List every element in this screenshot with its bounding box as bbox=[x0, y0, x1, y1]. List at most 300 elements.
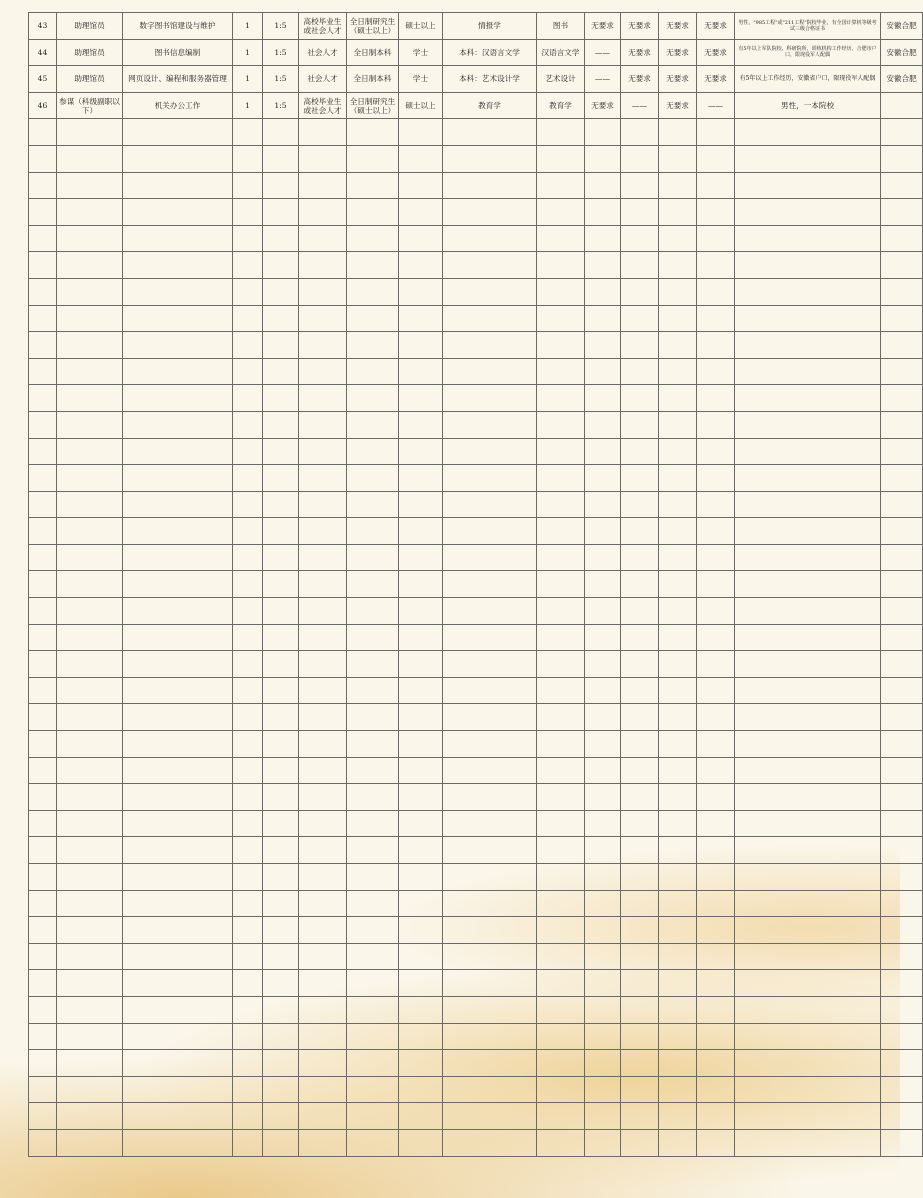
cell-education bbox=[347, 518, 399, 545]
cell-source bbox=[299, 544, 347, 571]
cell-education bbox=[347, 677, 399, 704]
cell-ratio bbox=[263, 199, 299, 226]
cell-exam-subject: 艺术设计 bbox=[537, 66, 585, 93]
cell-exam-subject bbox=[537, 598, 585, 625]
cell-education bbox=[347, 864, 399, 891]
cell-other-conditions bbox=[735, 225, 881, 252]
cell-c13 bbox=[697, 757, 735, 784]
cell-major bbox=[443, 784, 537, 811]
cell-c11 bbox=[621, 784, 659, 811]
cell-location bbox=[881, 1050, 923, 1077]
cell-c10 bbox=[585, 544, 621, 571]
cell-position bbox=[57, 943, 123, 970]
cell-major bbox=[443, 1076, 537, 1103]
table-row bbox=[29, 13, 923, 40]
cell-c12 bbox=[659, 864, 697, 891]
cell-source bbox=[299, 278, 347, 305]
cell-major: 本科：汉语言文学 bbox=[443, 39, 537, 66]
table-row bbox=[29, 837, 923, 864]
cell-position bbox=[57, 837, 123, 864]
cell-exam-subject bbox=[537, 996, 585, 1023]
cell-c10 bbox=[585, 890, 621, 917]
cell-count bbox=[233, 358, 263, 385]
cell-source bbox=[299, 917, 347, 944]
cell-exam-subject: 汉语言文学 bbox=[537, 39, 585, 66]
cell-source bbox=[299, 598, 347, 625]
cell-major bbox=[443, 731, 537, 758]
cell-c10 bbox=[585, 358, 621, 385]
cell-count bbox=[233, 465, 263, 492]
cell-count: 1 bbox=[233, 39, 263, 66]
cell-major bbox=[443, 1023, 537, 1050]
cell-c10 bbox=[585, 651, 621, 678]
cell-position bbox=[57, 119, 123, 146]
cell-row-no bbox=[29, 571, 57, 598]
cell-other-conditions bbox=[735, 624, 881, 651]
cell-position bbox=[57, 544, 123, 571]
cell-job-duty: 网页设计、编程和服务器管理 bbox=[123, 66, 233, 93]
cell-job-duty bbox=[123, 1050, 233, 1077]
cell-c13 bbox=[697, 1129, 735, 1156]
cell-ratio bbox=[263, 810, 299, 837]
cell-degree bbox=[399, 518, 443, 545]
cell-c11 bbox=[621, 651, 659, 678]
cell-degree: 学士 bbox=[399, 39, 443, 66]
cell-ratio bbox=[263, 1129, 299, 1156]
cell-other-conditions bbox=[735, 917, 881, 944]
cell-job-duty bbox=[123, 199, 233, 226]
cell-count bbox=[233, 731, 263, 758]
cell-other-conditions bbox=[735, 704, 881, 731]
cell-other-conditions bbox=[735, 810, 881, 837]
cell-ratio bbox=[263, 890, 299, 917]
cell-position bbox=[57, 225, 123, 252]
cell-major bbox=[443, 252, 537, 279]
cell-c12 bbox=[659, 757, 697, 784]
cell-other-conditions: 男性，"985工程"或"211工程"院校毕业，有全国计算机等级考试三级合格证书 bbox=[735, 13, 881, 40]
cell-exam-subject bbox=[537, 704, 585, 731]
cell-exam-subject: 图书 bbox=[537, 13, 585, 40]
cell-degree bbox=[399, 837, 443, 864]
table-row bbox=[29, 544, 923, 571]
cell-position: 助理馆员 bbox=[57, 13, 123, 40]
recruitment-table bbox=[28, 12, 923, 1157]
cell-degree bbox=[399, 332, 443, 359]
cell-job-duty bbox=[123, 1076, 233, 1103]
cell-exam-subject bbox=[537, 358, 585, 385]
cell-source bbox=[299, 465, 347, 492]
cell-position bbox=[57, 278, 123, 305]
cell-c13 bbox=[697, 225, 735, 252]
cell-degree bbox=[399, 1103, 443, 1130]
cell-other-conditions bbox=[735, 651, 881, 678]
cell-location bbox=[881, 943, 923, 970]
table-row bbox=[29, 385, 923, 412]
cell-exam-subject bbox=[537, 571, 585, 598]
cell-job-duty bbox=[123, 1103, 233, 1130]
cell-c12 bbox=[659, 810, 697, 837]
cell-c12 bbox=[659, 943, 697, 970]
cell-education bbox=[347, 465, 399, 492]
cell-row-no bbox=[29, 677, 57, 704]
cell-job-duty bbox=[123, 677, 233, 704]
cell-c10 bbox=[585, 970, 621, 997]
cell-degree bbox=[399, 305, 443, 332]
table-row bbox=[29, 1129, 923, 1156]
cell-c13 bbox=[697, 677, 735, 704]
cell-major bbox=[443, 1103, 537, 1130]
cell-degree: 学士 bbox=[399, 66, 443, 93]
cell-row-no bbox=[29, 996, 57, 1023]
table-row bbox=[29, 864, 923, 891]
cell-position bbox=[57, 252, 123, 279]
cell-row-no: 45 bbox=[29, 66, 57, 93]
cell-source bbox=[299, 996, 347, 1023]
cell-c10 bbox=[585, 571, 621, 598]
cell-job-duty bbox=[123, 518, 233, 545]
cell-degree bbox=[399, 571, 443, 598]
cell-degree bbox=[399, 1023, 443, 1050]
cell-job-duty bbox=[123, 225, 233, 252]
cell-education bbox=[347, 199, 399, 226]
cell-position bbox=[57, 491, 123, 518]
cell-job-duty bbox=[123, 996, 233, 1023]
cell-c11: 无要求 bbox=[621, 13, 659, 40]
cell-job-duty bbox=[123, 544, 233, 571]
cell-job-duty bbox=[123, 731, 233, 758]
cell-c11 bbox=[621, 1076, 659, 1103]
cell-count bbox=[233, 571, 263, 598]
cell-source bbox=[299, 571, 347, 598]
cell-source bbox=[299, 438, 347, 465]
cell-c11 bbox=[621, 491, 659, 518]
cell-major bbox=[443, 864, 537, 891]
cell-c13 bbox=[697, 864, 735, 891]
cell-degree bbox=[399, 438, 443, 465]
cell-c10 bbox=[585, 411, 621, 438]
cell-education bbox=[347, 598, 399, 625]
cell-major bbox=[443, 385, 537, 412]
cell-source bbox=[299, 837, 347, 864]
cell-row-no bbox=[29, 438, 57, 465]
cell-education bbox=[347, 784, 399, 811]
cell-job-duty bbox=[123, 970, 233, 997]
cell-ratio bbox=[263, 1103, 299, 1130]
cell-job-duty bbox=[123, 172, 233, 199]
cell-major bbox=[443, 677, 537, 704]
table-row bbox=[29, 491, 923, 518]
cell-count bbox=[233, 784, 263, 811]
cell-c12: 无要求 bbox=[659, 92, 697, 119]
cell-location bbox=[881, 598, 923, 625]
cell-c11 bbox=[621, 731, 659, 758]
cell-major bbox=[443, 1050, 537, 1077]
cell-c12 bbox=[659, 1129, 697, 1156]
cell-education bbox=[347, 731, 399, 758]
cell-other-conditions bbox=[735, 784, 881, 811]
cell-c11 bbox=[621, 385, 659, 412]
table-row bbox=[29, 278, 923, 305]
cell-c13 bbox=[697, 1076, 735, 1103]
cell-location bbox=[881, 92, 923, 119]
cell-source bbox=[299, 1050, 347, 1077]
cell-other-conditions bbox=[735, 837, 881, 864]
cell-c13 bbox=[697, 704, 735, 731]
cell-education bbox=[347, 1076, 399, 1103]
cell-position bbox=[57, 757, 123, 784]
cell-c13 bbox=[697, 544, 735, 571]
cell-ratio bbox=[263, 970, 299, 997]
cell-exam-subject bbox=[537, 199, 585, 226]
cell-c12 bbox=[659, 624, 697, 651]
cell-degree bbox=[399, 172, 443, 199]
cell-education bbox=[347, 810, 399, 837]
cell-degree bbox=[399, 145, 443, 172]
cell-ratio bbox=[263, 305, 299, 332]
cell-row-no bbox=[29, 385, 57, 412]
cell-c10 bbox=[585, 704, 621, 731]
cell-c10 bbox=[585, 491, 621, 518]
cell-location bbox=[881, 571, 923, 598]
cell-education bbox=[347, 491, 399, 518]
cell-ratio bbox=[263, 332, 299, 359]
cell-major: 教育学 bbox=[443, 92, 537, 119]
cell-c12 bbox=[659, 731, 697, 758]
cell-c12 bbox=[659, 278, 697, 305]
cell-c11 bbox=[621, 837, 659, 864]
cell-other-conditions bbox=[735, 544, 881, 571]
cell-row-no bbox=[29, 1103, 57, 1130]
cell-major: 本科：艺术设计学 bbox=[443, 66, 537, 93]
cell-major bbox=[443, 438, 537, 465]
table-row bbox=[29, 943, 923, 970]
cell-c11 bbox=[621, 624, 659, 651]
cell-c10 bbox=[585, 1103, 621, 1130]
cell-source bbox=[299, 651, 347, 678]
cell-degree bbox=[399, 970, 443, 997]
cell-other-conditions bbox=[735, 890, 881, 917]
table-row bbox=[29, 757, 923, 784]
table-row bbox=[29, 996, 923, 1023]
cell-ratio bbox=[263, 1076, 299, 1103]
cell-c11 bbox=[621, 890, 659, 917]
cell-location bbox=[881, 890, 923, 917]
cell-ratio bbox=[263, 252, 299, 279]
cell-job-duty bbox=[123, 917, 233, 944]
cell-count bbox=[233, 332, 263, 359]
cell-c12 bbox=[659, 917, 697, 944]
cell-location bbox=[881, 731, 923, 758]
cell-c13 bbox=[697, 119, 735, 146]
cell-ratio bbox=[263, 385, 299, 412]
cell-major bbox=[443, 943, 537, 970]
cell-source bbox=[299, 943, 347, 970]
cell-source bbox=[299, 518, 347, 545]
cell-job-duty bbox=[123, 332, 233, 359]
cell-c13 bbox=[697, 305, 735, 332]
cell-count bbox=[233, 598, 263, 625]
table-row bbox=[29, 438, 923, 465]
cell-location bbox=[881, 1103, 923, 1130]
cell-c12 bbox=[659, 970, 697, 997]
cell-ratio bbox=[263, 571, 299, 598]
cell-exam-subject bbox=[537, 305, 585, 332]
cell-position bbox=[57, 465, 123, 492]
cell-major bbox=[443, 757, 537, 784]
cell-c11 bbox=[621, 810, 659, 837]
cell-major bbox=[443, 917, 537, 944]
cell-degree bbox=[399, 731, 443, 758]
cell-degree bbox=[399, 358, 443, 385]
cell-location bbox=[881, 225, 923, 252]
table-row bbox=[29, 571, 923, 598]
cell-location bbox=[881, 518, 923, 545]
cell-ratio bbox=[263, 837, 299, 864]
cell-degree bbox=[399, 1050, 443, 1077]
cell-position bbox=[57, 1129, 123, 1156]
cell-degree bbox=[399, 225, 443, 252]
cell-c13 bbox=[697, 651, 735, 678]
cell-count bbox=[233, 411, 263, 438]
table-row bbox=[29, 358, 923, 385]
cell-location: 安徽合肥 bbox=[881, 13, 923, 40]
cell-major bbox=[443, 278, 537, 305]
table-row bbox=[29, 1103, 923, 1130]
cell-c13 bbox=[697, 837, 735, 864]
cell-other-conditions bbox=[735, 278, 881, 305]
cell-job-duty bbox=[123, 119, 233, 146]
cell-c13: —— bbox=[697, 92, 735, 119]
cell-exam-subject bbox=[537, 278, 585, 305]
cell-c10 bbox=[585, 1076, 621, 1103]
cell-degree bbox=[399, 491, 443, 518]
cell-c10 bbox=[585, 996, 621, 1023]
cell-location bbox=[881, 491, 923, 518]
table-row bbox=[29, 411, 923, 438]
cell-c10 bbox=[585, 917, 621, 944]
cell-position bbox=[57, 970, 123, 997]
cell-position bbox=[57, 1076, 123, 1103]
cell-row-no bbox=[29, 1023, 57, 1050]
table-row bbox=[29, 598, 923, 625]
cell-degree bbox=[399, 624, 443, 651]
cell-c13 bbox=[697, 358, 735, 385]
cell-c13 bbox=[697, 278, 735, 305]
cell-count bbox=[233, 651, 263, 678]
cell-position bbox=[57, 172, 123, 199]
cell-c10 bbox=[585, 1023, 621, 1050]
cell-degree bbox=[399, 757, 443, 784]
cell-c11 bbox=[621, 145, 659, 172]
cell-degree bbox=[399, 278, 443, 305]
cell-ratio bbox=[263, 1050, 299, 1077]
cell-job-duty bbox=[123, 837, 233, 864]
cell-education: 全日制研究生（硕士以上） bbox=[347, 13, 399, 40]
table-row bbox=[29, 731, 923, 758]
cell-c12 bbox=[659, 651, 697, 678]
cell-c12 bbox=[659, 305, 697, 332]
cell-ratio bbox=[263, 518, 299, 545]
cell-row-no bbox=[29, 225, 57, 252]
cell-c11 bbox=[621, 704, 659, 731]
cell-major bbox=[443, 225, 537, 252]
cell-other-conditions bbox=[735, 864, 881, 891]
cell-source: 高校毕业生或社会人才 bbox=[299, 92, 347, 119]
cell-location bbox=[881, 305, 923, 332]
cell-education: 全日制本科 bbox=[347, 39, 399, 66]
cell-position bbox=[57, 677, 123, 704]
cell-source bbox=[299, 810, 347, 837]
cell-position: 助理馆员 bbox=[57, 39, 123, 66]
cell-c10: —— bbox=[585, 39, 621, 66]
cell-ratio bbox=[263, 278, 299, 305]
cell-job-duty bbox=[123, 278, 233, 305]
cell-c13 bbox=[697, 438, 735, 465]
cell-c12 bbox=[659, 385, 697, 412]
cell-count bbox=[233, 677, 263, 704]
cell-location bbox=[881, 145, 923, 172]
cell-location bbox=[881, 651, 923, 678]
cell-exam-subject bbox=[537, 970, 585, 997]
cell-c11 bbox=[621, 119, 659, 146]
cell-location bbox=[881, 278, 923, 305]
cell-job-duty bbox=[123, 1023, 233, 1050]
cell-exam-subject bbox=[537, 145, 585, 172]
cell-location bbox=[881, 864, 923, 891]
cell-major bbox=[443, 411, 537, 438]
cell-count bbox=[233, 1023, 263, 1050]
cell-c11 bbox=[621, 598, 659, 625]
cell-job-duty bbox=[123, 864, 233, 891]
cell-education bbox=[347, 1129, 399, 1156]
cell-count bbox=[233, 996, 263, 1023]
cell-c12 bbox=[659, 252, 697, 279]
cell-degree bbox=[399, 917, 443, 944]
cell-position bbox=[57, 864, 123, 891]
cell-exam-subject bbox=[537, 252, 585, 279]
cell-c13 bbox=[697, 624, 735, 651]
cell-count bbox=[233, 943, 263, 970]
cell-c12 bbox=[659, 598, 697, 625]
cell-c13: 无要求 bbox=[697, 39, 735, 66]
cell-job-duty bbox=[123, 651, 233, 678]
cell-location bbox=[881, 837, 923, 864]
cell-ratio bbox=[263, 438, 299, 465]
cell-education bbox=[347, 411, 399, 438]
cell-c11 bbox=[621, 996, 659, 1023]
cell-c12 bbox=[659, 411, 697, 438]
cell-c10 bbox=[585, 119, 621, 146]
cell-row-no bbox=[29, 1076, 57, 1103]
cell-c12 bbox=[659, 225, 697, 252]
cell-c11 bbox=[621, 864, 659, 891]
cell-other-conditions bbox=[735, 677, 881, 704]
cell-position bbox=[57, 810, 123, 837]
cell-c11: 无要求 bbox=[621, 39, 659, 66]
cell-exam-subject bbox=[537, 411, 585, 438]
cell-location bbox=[881, 624, 923, 651]
cell-c10 bbox=[585, 145, 621, 172]
cell-position bbox=[57, 1050, 123, 1077]
cell-ratio bbox=[263, 917, 299, 944]
cell-ratio bbox=[263, 172, 299, 199]
cell-major bbox=[443, 704, 537, 731]
cell-c10 bbox=[585, 624, 621, 651]
cell-row-no bbox=[29, 119, 57, 146]
cell-major bbox=[443, 890, 537, 917]
cell-row-no bbox=[29, 465, 57, 492]
cell-exam-subject bbox=[537, 731, 585, 758]
